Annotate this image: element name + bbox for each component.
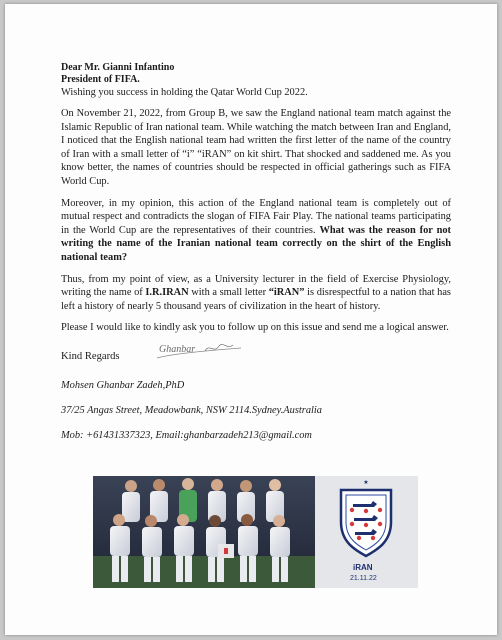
salutation: Dear Mr. Gianni Infantino <box>61 62 175 73</box>
wish-line: Wishing you success in holding the Qatar World Cup 2022. <box>61 87 308 98</box>
team-photo <box>93 476 418 588</box>
letter-body <box>61 62 451 442</box>
shirt-date-text: 21.11.22 <box>350 575 377 582</box>
signature <box>151 339 246 365</box>
recipient-title: President of FIFA. <box>61 74 140 85</box>
paragraph-3-text-2: with a small letter <box>188 287 269 299</box>
paragraph-2 <box>61 197 451 265</box>
letter-page <box>5 4 497 635</box>
svg-text:★: ★ <box>363 480 369 486</box>
author-address: 37/25 Angas Street, Meadowbank, NSW 2114.Sydney.Australia <box>61 404 322 416</box>
signature-scribble: Ghanbar <box>159 343 196 355</box>
closing: Kind Regards <box>61 350 120 362</box>
paragraph-3 <box>61 273 451 314</box>
paragraph-3-text-1: Thus, from my point of view, as a University lecturer in the field of Exercise Physiology, writing the name of <box>61 273 451 299</box>
paragraph-3-bold-2: “iRAN” <box>268 287 305 299</box>
paragraph-3-text-3: is disrespectful to a nation that has left a history of nearly 5 thousand years of civilization in the heart of history. <box>61 287 451 312</box>
paragraph-1: On November 21, 2022, from Group B, we saw the England national team match against the Islamic Republic of Iran national team. While watching the match between Iran and England, I noticed that the English national team had written the first letter of the name of the country of Iran with a small letter of “i” “iRAN” on kit shirt. That shocked and saddened me. As you know better, the names of countries should be respected in official gatherings such as FIFA World Cup. <box>61 108 451 187</box>
paragraph-2-question: What was the reason for not writing the name of the Iranian national team correctly on the shirt of the English national team? <box>61 224 452 263</box>
author-name: Mohsen Ghanbar Zadeh,PhD <box>61 379 185 391</box>
team-photo-image <box>93 476 418 588</box>
england-shirt-crest <box>315 476 418 588</box>
author-contact: Mob: +61431337323, Email:ghanbarzadeh213@gmail.com <box>61 429 312 441</box>
paragraph-2-text: Moreover, in my opinion, this action of the England national team is completely out of mutual respect and contradicts the slogan of FIFA Fair Play. The national teams participating in the World Cup are the representatives of their countries. <box>61 197 451 236</box>
shirt-iran-text: iRAN <box>353 563 373 572</box>
closing-row <box>61 345 451 367</box>
paragraph-3-bold-1: I.R.IRAN <box>145 287 189 299</box>
paragraph-4: Please I would like to kindly ask you to follow up on this issue and send me a logical answer. <box>61 322 449 334</box>
